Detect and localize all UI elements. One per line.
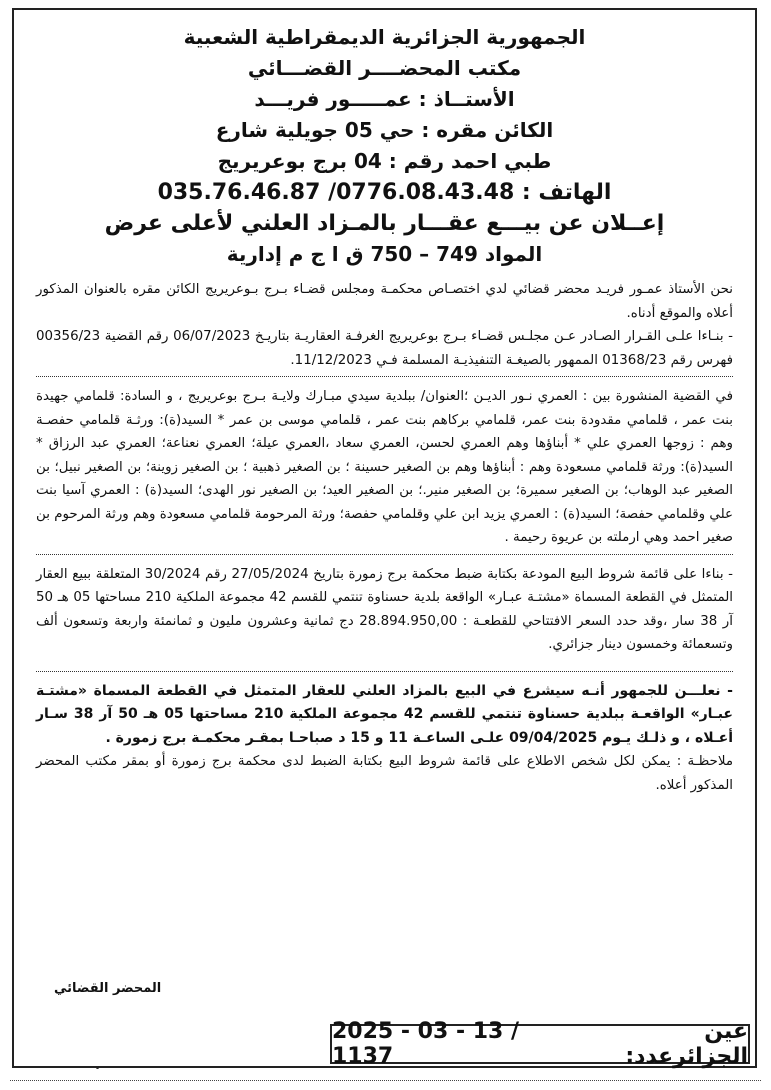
divider	[36, 554, 733, 555]
bailiff-signature: المحضر القضائي	[54, 981, 162, 996]
republic-title: الجمهورية الجزائرية الديمقراطية الشعبية	[183, 25, 586, 49]
legal-articles: المواد 749 – 750 ق ا ج م إدارية	[226, 242, 543, 266]
office-title: مكتب المحضــــر القضـــائي	[247, 56, 522, 80]
paragraph-parties: في القضية المنشورة بين : العمري نـور الديـن ؛العنوان/ ببلدية سيدي مبـارك ولايـة بـرج بوعريريج ، و السادة: قلمامي جهيدة بنت عمر ، قلمامي مقدودة بنت عمر، قلمامي بركاهم بنت عمر ، قلمامي موسى بن عمر * السيد(ة): ورثـة قلمامي حفصـة وهم : زوجها العمري علي * أبناؤها وهم العمري لحسن، العمري سعاد ،العمري عيلة؛ العمري نعناعة؛ العمري عبد الرزاق * السيد(ة): ورثة قلمامي مسعودة وهم : أبناؤها وهم بن الصغير حسينة ؛ بن الصغير ذهبية ؛ بن الصغير زوينة؛ بن الصغير نبيل؛ بن الصغير عبد الوهاب؛ بن الصغير سميرة؛ بن الصغير منير.؛ بن الصغير العيد؛ بن الصغير نور الهدى؛ السيد(ة) : العمري آسيا بنت علي وقلمامي حفصة؛ السيد(ة) : العمري يزيد ابن علي وقلمامي حفصة؛ ورثة المرحومة قلمامي مسعودة وهم ورثة المرحوم بن صغير احمد وهي ارملته بن عريوة رحيمة .	[36, 389, 733, 545]
dot-mark	[96, 1066, 99, 1069]
divider	[36, 376, 733, 377]
bottom-cut-line	[10, 1080, 761, 1081]
announcement-frame	[12, 8, 757, 1068]
divider	[36, 671, 733, 672]
paragraph-note: ملاحظـة : يمكن لكل شخص الاطلاع على قائمة شروط البيع بكتابة الضبط لدى محكمة برج زمورة أو بمقر مكتب المحضر المذكور أعلاه.	[36, 754, 733, 793]
bailiff-name: الأستــاذ : عمـــــور فريـــد	[254, 87, 515, 111]
address-line-2: طبي احمد رقم : 04 برج بوعريريج	[217, 149, 552, 173]
paragraph-decision: - بنـاءا علـى القـرار الصـادر عـن مجلـس قضـاء بـرج بوعريريج الغرفـة العقاريـة بتاريـخ 06/07/2023 رقم القضية 00356/23 فهرس رقم 01368/23 الممهور بالصيغـة التنفيذيـة المسلمة فـي 11/12/2023.	[36, 329, 733, 368]
publication-reference	[330, 1019, 750, 1069]
paragraph-conditions: - بناءا على قائمة شروط البيع المودعة بكتابة ضبط محكمة برج زمورة بتاريخ 27/05/2024 رقم 30/2024 المتعلقة ببيع العقار المتمثل في القطعة المسماة «مشتـة عبـار» الواقعة بلدية حسناوة تنتمي للقسم 42 مجموعة الملكية 210 مساحتها 05 هـ 50 آر 38 سار ،وقد حدد السعر الافتتاحي للقطعـة : 28.894.950,00 دج ثمانية وعشرون مليون و ثمانمئة واربعة وتسعون ألف وتسعمائة وخمسون دينار جزائري.	[36, 566, 734, 652]
newspaper-name: عين الجزائرعدد:	[625, 1019, 748, 1069]
announcement-title: إعــلان عن بيـــع عقـــار بالمـزاد العلني لأعلى عرض	[104, 211, 665, 236]
announcement-body	[14, 270, 755, 797]
address-line-1: الكائن مقره : حي 05 جويلية شارع	[215, 118, 554, 142]
paragraph-public-notice: - نعلـــن للجمهور أنـه سيشرع في البيع بالمزاد العلني للعقار المتمثل في القطعة المسماة «مشتـة عبـار» الواقعـة ببلدية حسناوة تنتمي للقسم 42 مجموعة الملكية 210 مساحتها 05 هـ 50 آر 38 سـار أعـلاه ، و ذلـك يـوم 09/04/2025 علـى الساعـة 11 و 15 د صباحـا بمقـر محكمـة برج زمورة .	[36, 682, 733, 746]
issue-number: 2025 - 03 - 13 / 1137	[332, 1019, 520, 1069]
paragraph-intro: نحن الأستاذ عمـور فريـد محضر قضائي لدي اختصـاص محكمـة ومجلس قضـاء بـرج بـوعريريج الكائن مقره بالعنوان المذكور أعلاه والموقع أدناه.	[36, 282, 733, 321]
header	[14, 10, 755, 270]
phone-line: الهاتف : 0776.08.43.48/ 035.76.46.87	[157, 180, 612, 205]
